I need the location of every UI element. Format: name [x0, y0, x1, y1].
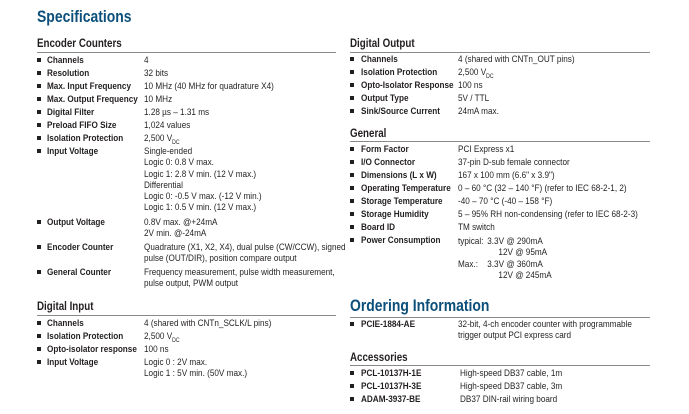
spec-row-di-isolation	[37, 330, 336, 343]
spec-row-input-voltage	[37, 145, 336, 214]
spec-label: Opto-isolator response	[47, 344, 137, 355]
spec-label: Storage Temperature	[361, 196, 443, 207]
spec-row-general-counter	[37, 266, 336, 290]
bullet-icon	[37, 71, 41, 75]
accessory-model: ADAM-3937-BE	[361, 394, 421, 405]
spec-label: Channels	[361, 54, 398, 65]
bullet-icon	[350, 109, 354, 113]
spec-row-operating-temperature	[350, 182, 650, 195]
spec-label: Board ID	[361, 222, 396, 233]
bullet-icon	[37, 270, 41, 274]
bullet-icon	[37, 321, 41, 325]
bullet-icon	[350, 238, 354, 242]
spec-label: Isolation Protection	[47, 331, 124, 342]
bullet-icon	[350, 199, 354, 203]
bullet-icon	[37, 136, 41, 140]
spec-label: Output Type	[361, 93, 409, 104]
accessories-heading: Accessories	[350, 352, 408, 364]
accessory-description: High-speed DB37 cable, 3m	[460, 381, 563, 392]
spec-row-io-connector	[350, 156, 650, 169]
spec-label: Form Factor	[361, 144, 409, 155]
spec-value: PCI Express x1	[458, 144, 515, 155]
spec-value: 2,500 $V_{DC}$	[144, 331, 180, 344]
ordering-row-pcie-1884	[350, 318, 650, 342]
bullet-icon	[37, 245, 41, 249]
spec-row-di-channels	[37, 317, 336, 330]
bullet-icon	[37, 58, 41, 62]
spec-label: Operating Temperature	[361, 183, 451, 194]
encoder-counters-heading: Encoder Counters	[37, 38, 122, 50]
model-description: 32-bit, 4-ch encoder counter with programmable trigger output PCI express card	[458, 319, 632, 342]
accessory-row	[350, 393, 650, 406]
bullet-icon	[350, 160, 354, 164]
section-divider	[350, 365, 650, 366]
bullet-icon	[350, 322, 354, 326]
spec-label: Opto-Isolator Response	[361, 80, 454, 91]
spec-row-do-output-type	[350, 92, 650, 105]
spec-value: -40 – 70 °C (-40 – 158 °F)	[458, 196, 553, 207]
spec-label: Digital Filter	[47, 107, 95, 118]
bullet-icon	[37, 110, 41, 114]
specifications-title: Specifications	[37, 7, 132, 26]
spec-value-multiline: 0.8V max. @+24mA 2V min. @-24mA	[144, 217, 218, 240]
spec-label: Max. Output Frequency	[47, 94, 138, 105]
spec-label: Max. Input Frequency	[47, 81, 131, 92]
spec-value: 4	[144, 55, 149, 66]
section-divider	[350, 141, 650, 142]
spec-row-form-factor	[350, 143, 650, 156]
spec-value-multiline: Logic 0 : 2V max. Logic 1 : 5V min. (50V max.)	[144, 357, 248, 380]
spec-row-isolation-protection	[37, 132, 336, 145]
spec-value-multiline: Quadrature (X1, X2, X4), dual pulse (CW/CCW), signed pulse (OUT/DIR), position compare output	[144, 242, 346, 265]
spec-row-output-voltage	[37, 216, 336, 240]
bullet-icon	[37, 347, 41, 351]
bullet-icon	[37, 149, 41, 153]
ordering-information-title: Ordering Information	[350, 296, 490, 315]
spec-row-di-opto	[37, 343, 336, 356]
bullet-icon	[350, 83, 354, 87]
spec-row-do-isolation	[350, 66, 650, 79]
spec-value: 2,500 $V_{DC}$	[144, 133, 180, 146]
spec-row-board-id	[350, 221, 650, 234]
bullet-icon	[350, 147, 354, 151]
spec-value-multiline: Frequency measurement, pulse width measurement, pulse output, PWM output	[144, 267, 335, 290]
spec-label: Sink/Source Current	[361, 106, 440, 117]
spec-label: Input Voltage	[47, 357, 99, 368]
general-heading: General	[350, 128, 387, 140]
spec-row-max-output-frequency	[37, 93, 336, 106]
spec-label: Dimensions (L x W)	[361, 170, 437, 181]
spec-row-do-opto	[350, 79, 650, 92]
spec-value: 24mA max.	[458, 106, 499, 117]
section-divider	[37, 52, 336, 53]
spec-label: Isolation Protection	[47, 133, 124, 144]
spec-label: Encoder Counter	[47, 242, 114, 253]
spec-value: 0 – 60 °C (32 – 140 °F) (refer to IEC 68-2-1, 2)	[458, 183, 627, 194]
spec-label: Preload FIFO Size	[47, 120, 117, 131]
spec-value: 5V / TTL	[458, 93, 490, 104]
digital-input-heading: Digital Input	[37, 301, 94, 313]
bullet-icon	[350, 384, 354, 388]
spec-value: 2,500 $V_{DC}$	[458, 67, 494, 80]
spec-value: 37-pin D-sub female connector	[458, 157, 570, 168]
spec-label: Power Consumption	[361, 235, 441, 246]
accessory-row	[350, 367, 650, 380]
spec-row-storage-humidity	[350, 208, 650, 221]
spec-row-preload-fifo	[37, 119, 336, 132]
spec-value: TM switch	[458, 222, 495, 233]
spec-value: 10 MHz (40 MHz for quadrature X4)	[144, 81, 274, 92]
accessory-description: DB37 DIN-rail wiring board	[460, 394, 558, 405]
spec-label: Channels	[47, 318, 84, 329]
spec-row-power-consumption: Power Consumption typical: 3.3V @ 290mA 12V @ 95mA Max.: 3.3V @ 360mA 12V @ 245mA	[350, 234, 650, 247]
bullet-icon	[37, 360, 41, 364]
digital-output-heading: Digital Output	[350, 38, 415, 50]
spec-row-do-channels	[350, 53, 650, 66]
bullet-icon	[350, 371, 354, 375]
spec-label: Input Voltage	[47, 146, 99, 157]
spec-value: 100 ns	[144, 344, 169, 355]
spec-row-resolution	[37, 67, 336, 80]
spec-value: 4 (shared with CNTn_SCLK/L pins)	[144, 318, 272, 329]
bullet-icon	[350, 96, 354, 100]
bullet-icon	[350, 397, 354, 401]
spec-label: General Counter	[47, 267, 112, 278]
spec-value: 10 MHz	[144, 94, 173, 105]
spec-value: 5 – 95% RH non-condensing (refer to IEC 68-2-3)	[458, 209, 638, 220]
section-divider	[37, 315, 336, 316]
bullet-icon	[350, 70, 354, 74]
bullet-icon	[37, 123, 41, 127]
spec-row-channels	[37, 54, 336, 67]
spec-row-max-input-frequency	[37, 80, 336, 93]
spec-value-multiline: Single-ended Logic 0: 0.8 V max. Logic 1: 2.8 V min. (12 V max.) Differential Logic 0: -0.5 V max. (-12 V min.) Logic 1: 0.5 V min. (12 V max.)	[144, 146, 262, 214]
spec-value: 1.28 µs – 1.31 ms	[144, 107, 210, 118]
spec-label: Storage Humidity	[361, 209, 429, 220]
spec-row-digital-filter	[37, 106, 336, 119]
spec-row-dimensions	[350, 169, 650, 182]
bullet-icon	[37, 84, 41, 88]
bullet-icon	[350, 57, 354, 61]
spec-value: 4 (shared with CNTn_OUT pins)	[458, 54, 575, 65]
accessory-model: PCL-10137H-3E	[361, 381, 422, 392]
spec-row-encoder-counter	[37, 241, 346, 265]
spec-row-di-input-voltage	[37, 356, 336, 380]
spec-label: Output Voltage	[47, 217, 105, 228]
bullet-icon	[37, 334, 41, 338]
spec-label: I/O Connector	[361, 157, 416, 168]
spec-value: 1,024 values	[144, 120, 191, 131]
spec-value: 32 bits	[144, 68, 169, 79]
bullet-icon	[350, 225, 354, 229]
bullet-icon	[350, 186, 354, 190]
spec-row-storage-temperature	[350, 195, 650, 208]
bullet-icon	[37, 220, 41, 224]
spec-label: Resolution	[47, 68, 90, 79]
model-number: PCIE-1884-AE	[361, 319, 416, 330]
accessory-row	[350, 380, 650, 393]
spec-value: 100 ns	[458, 80, 483, 91]
spec-row-do-sink-source	[350, 105, 650, 118]
bullet-icon	[37, 97, 41, 101]
accessory-description: High-speed DB37 cable, 1m	[460, 368, 563, 379]
spec-label: Channels	[47, 55, 84, 66]
spec-label: Isolation Protection	[361, 67, 438, 78]
accessory-model: PCL-10137H-1E	[361, 368, 422, 379]
bullet-icon	[350, 212, 354, 216]
bullet-icon	[350, 173, 354, 177]
spec-value: 167 x 100 mm (6.6" x 3.9")	[458, 170, 555, 181]
